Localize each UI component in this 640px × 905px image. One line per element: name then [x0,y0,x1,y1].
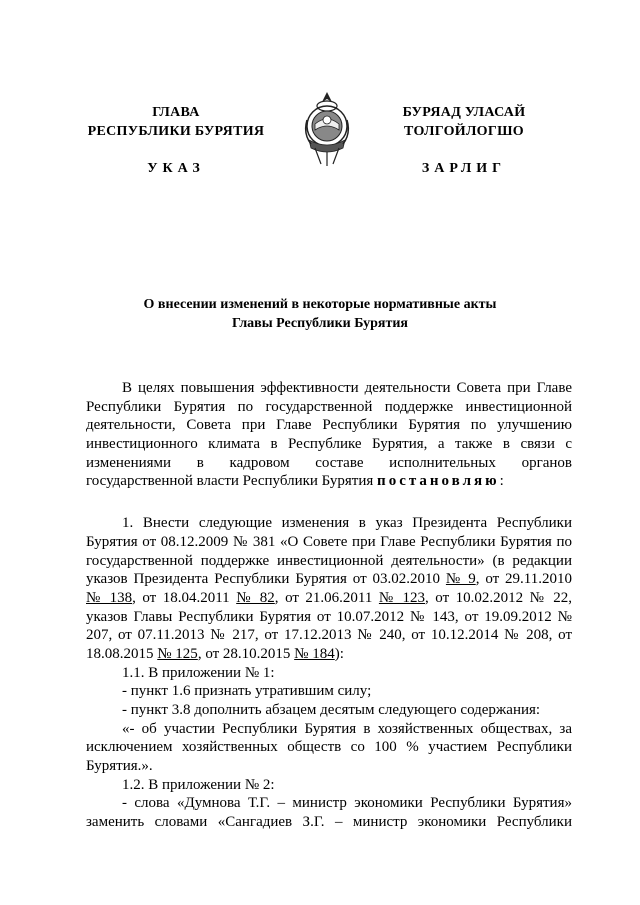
amendment-link[interactable]: № 184 [294,645,335,662]
p1-line-last [86,472,572,491]
item-line: 1.1. В приложении № 1: [122,664,275,681]
document-body [86,379,572,832]
item-line: Бурятия.». [86,758,153,775]
p2-text: ): [334,645,344,662]
p2-text: , от 28.10.2015 [197,645,295,662]
p2-line: 207, от 07.11.2013 № 217, от 17.12.2013 № 240, от 10.12.2014 № 208, от [86,627,572,644]
p2-line: Бурятия от 08.12.2009 № 381 «О Совете при Главе Республики Бурятия по [86,533,572,550]
p2-line [86,570,572,589]
document-title-line1: О внесении изменений в некоторые нормативные акты [143,297,497,312]
amendment-link[interactable]: № 9 [445,571,476,588]
header-left-line1: ГЛАВА [152,105,200,120]
p1-line: инвестиционного климата в Республике Бурятия, а также в связи с [86,436,572,453]
item-line: «- об участии Республики Бурятия в хозяйственных обществах, за [122,720,572,737]
item-line: - слова «Думнова Т.Г. – министр экономики Республики Бурятия» [122,795,572,812]
p2-line: 1. Внести следующие изменения в указ Президента Республики [122,515,572,532]
coat-of-arms-emblem-icon [301,90,353,168]
item-line: заменить словами «Сангадиев З.Г. – министр экономики Республики [86,814,572,831]
p2-text: 18.08.2015 [86,645,158,662]
p2-text: , от 18.04.2011 [132,589,237,606]
header-left-doc-type: УКАЗ [147,161,205,176]
item-line: - пункт 3.8 дополнить абзацем десятым следующего содержания: [122,702,541,718]
document-title [60,295,580,333]
header-right [368,103,560,178]
header-left [80,103,272,178]
amendment-link[interactable]: № 123 [378,589,425,606]
p2-text: , от 29.11.2010 [475,571,572,588]
amendment-link[interactable]: № 125 [157,645,198,662]
p1-line: Республики Бурятия по государственной поддержке инвестиционной [86,398,572,415]
p1-line: деятельности, Совета при Главе Республики Бурятия по улучшению [86,417,572,434]
paragraph-gap [86,491,572,514]
header-left-line2: РЕСПУБЛИКИ БУРЯТИЯ [87,124,265,139]
document-title-line2: Главы Республики Бурятия [231,316,408,331]
header-right-doc-type: ЗАРЛИГ [421,161,507,176]
resolution-word: постановляю [377,473,500,490]
p2-text: , от 10.02.2012 № 22, [425,589,572,606]
amendment-link[interactable]: № 138 [86,589,133,606]
p2-line-last [86,645,572,664]
p1-line: В целях повышения эффективности деятельности Совета при Главе [122,380,572,396]
amendment-link[interactable]: № 82 [236,589,275,606]
p2-line: указов Главы Республики Бурятия от 10.07.2012 № 143, от 19.09.2012 № [86,608,572,625]
p2-text: , от 21.06.2011 [274,589,379,606]
p2-text: указов Президента Республики Бурятия от 03.02.2010 [86,571,446,588]
p2-line: государственной поддержке инвестиционной деятельности» (в редакции [86,552,572,569]
header-right-line2: ТОЛГОЙЛОГШО [404,124,524,139]
p1-line: изменениями в кадровом составе исполнительных органов [86,454,572,471]
header-right-line1: БУРЯАД УЛАСАЙ [402,105,526,120]
item-line: исключением хозяйственных обществ со 100 % участием Республики [86,739,572,756]
p2-line [86,589,572,608]
p1-text: государственной власти Республики Бурятия [86,473,378,490]
item-line: 1.2. В приложении № 2: [122,776,275,793]
item-line: - пункт 1.6 признать утратившим силу; [122,683,372,700]
p1-colon: : [499,473,504,490]
